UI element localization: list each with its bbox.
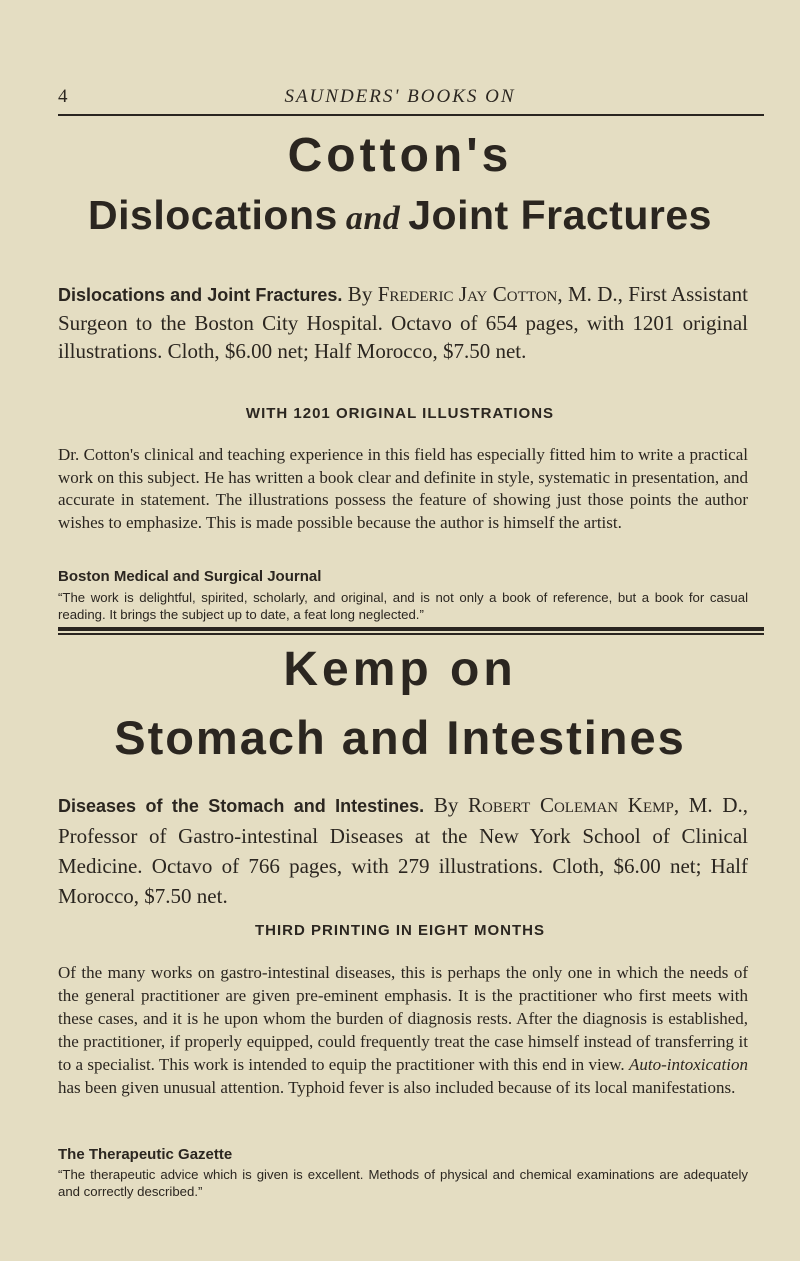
running-title: SAUNDERS' BOOKS ON (284, 86, 516, 107)
kemp-body-part1: Of the many works on gastro-intestinal diseases, this is perhaps the only one in which the needs of the general practitioner are given pre-eminent emphasis. It is the practitioner who first meets with these cases, and it is he upon whom the burden of diagnosis rests. After the diagnosis is established, the practitioner, if properly equipped, could frequently treat the case himself instead of transferring it to a specialist. This work is intended to equip the practitioner with this end in view. (58, 963, 748, 1074)
cotton-book-description (58, 280, 748, 365)
kemp-book-title: Diseases of the Stomach and Intestines. (58, 796, 425, 816)
cotton-title-and: and (345, 200, 401, 237)
section-divider-rule-inner (58, 633, 764, 635)
kemp-body-part2: has been given unusual attention. Typhoid fever is also included because of its local manifestations. (58, 1078, 736, 1097)
cotton-review-source: Boston Medical and Surgical Journal (58, 568, 322, 585)
kemp-book-description (58, 790, 748, 911)
section-divider-rule (58, 627, 764, 631)
cotton-subheading: WITH 1201 ORIGINAL ILLUSTRATIONS (245, 405, 555, 422)
kemp-subheading: THIRD PRINTING IN EIGHT MONTHS (255, 922, 545, 939)
cotton-author-heading: Cotton's (287, 129, 513, 182)
cotton-description-rest: , M. D., First Assistant Surgeon to the Boston City Hospital. Octavo of 654 pages, with 1201 original illustrations. Cloth, $6.00 net; Half Morocco, $7.50 net. (58, 282, 749, 363)
header-rule (58, 114, 764, 116)
cotton-book-title: Dislocations and Joint Fractures. (58, 285, 343, 305)
running-head (58, 86, 742, 110)
kemp-description-rest: , M. D., Professor of Gastro-intestinal Diseases at the New York School of Clinical Medicine. Octavo of 766 pages, with 279 illustrations. Cloth, $6.00 net; Half Morocco, $7.50 net. (58, 793, 748, 908)
kemp-body-text (58, 961, 748, 1099)
cotton-title-part1: Dislocations (88, 192, 338, 238)
kemp-author-name: Robert Coleman Kemp (468, 793, 674, 817)
kemp-review-source: The Therapeutic Gazette (58, 1146, 233, 1163)
kemp-review-quote: “The therapeutic advice which is given is excellent. Methods of physical and chemical examinations are adequately and correctly described.” (58, 1167, 748, 1199)
cotton-by: By (342, 282, 378, 306)
cotton-review-quote: “The work is delightful, spirited, scholarly, and original, and is not only a book of reference, but a book for casual reading. It brings the subject up to date, a feat long neglected.” (58, 590, 748, 622)
cotton-body-text: Dr. Cotton's clinical and teaching experience in this field has especially fitted him to write a practical work on this subject. He has written a book clear and definite in style, systematic in presentation, and accurate in statement. The illustrations possess the feature of showing just those points the author wishes to emphasize. This is made possible because the author is himself the artist. (58, 445, 748, 532)
cotton-title-part2: Joint Fractures (408, 192, 712, 238)
page-number: 4 (58, 86, 68, 107)
kemp-body-italic: Auto-intoxication (629, 1055, 748, 1074)
cotton-author-name: Frederic Jay Cotton (377, 282, 558, 306)
cotton-title-heading (40, 192, 760, 239)
kemp-by: By (424, 793, 469, 817)
kemp-author-heading: Kemp on (283, 643, 517, 696)
kemp-title-heading: Stomach and Intestines (114, 711, 686, 764)
